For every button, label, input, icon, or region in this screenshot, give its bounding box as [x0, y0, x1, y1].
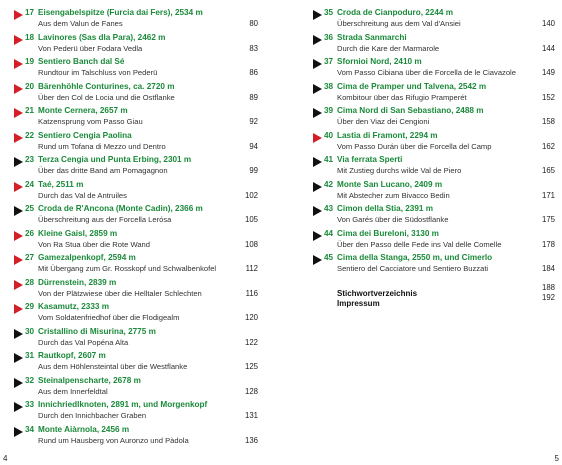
toc-entry-title: Croda de R'Ancona (Monte Cadin), 2366 m: [38, 204, 203, 213]
toc-entry-page: 99: [249, 166, 258, 175]
toc-entry-subtitle: Katzensprung vom Passo Giau: [38, 117, 143, 126]
page-number-right: 5: [554, 454, 559, 463]
red-triangle-icon: [14, 182, 23, 192]
toc-entry-subtitle: Aus dem Innerfeldtal: [38, 386, 108, 396]
toc-entry-subtitle: Durch den Innichbacher Graben: [38, 411, 147, 420]
toc-entry[interactable]: [14, 57, 258, 82]
toc-entry[interactable]: [313, 82, 555, 107]
black-triangle-icon: [313, 231, 322, 241]
toc-entry-number: 40: [324, 130, 334, 140]
black-triangle-icon: [313, 206, 322, 216]
toc-entry-page: 112: [245, 264, 258, 273]
toc-entry-subtitle: Sentiero del Cacciatore und Sentiero Buzzati: [337, 264, 489, 273]
toc-entry-title: Kleine Gaisl, 2859 m: [38, 228, 118, 238]
toc-entry-title: Cima Nord di San Sebastiano, 2488 m: [337, 106, 484, 115]
toc-entry[interactable]: [14, 278, 258, 303]
toc-entry-page: 158: [541, 117, 555, 126]
toc-entry[interactable]: [14, 180, 258, 205]
toc-entry[interactable]: [14, 302, 258, 327]
toc-entry[interactable]: [14, 351, 258, 376]
toc-entry-subtitle: Kombitour über das Rifugio Pramperét: [337, 92, 467, 102]
red-triangle-icon: [14, 255, 23, 265]
toc-entry-page: 116: [245, 288, 258, 298]
toc-entry-number: 31: [25, 351, 35, 360]
black-triangle-icon: [313, 10, 322, 20]
black-triangle-icon: [14, 206, 23, 216]
red-triangle-icon: [14, 108, 23, 118]
toc-entry-subtitle: Vom Passo Cibiana über die Forcella de le Ciavazole: [337, 68, 516, 77]
toc-entry-subtitle: Von Ra Stua über die Rote Wand: [38, 239, 151, 249]
toc-entry-title: Via ferrata Sperti: [337, 155, 403, 164]
toc-entry-subtitle: Von Garés über die Südostflanke: [337, 215, 449, 224]
toc-entry[interactable]: [14, 204, 258, 229]
toc-entry[interactable]: [14, 131, 258, 156]
toc-appendix-label: Stichwortverzeichnis: [337, 288, 418, 298]
toc-entry-number: 44: [324, 228, 334, 238]
toc-entry-title: Sfornioi Nord, 2410 m: [337, 57, 422, 66]
toc-entry-subtitle: Vom Soldatenfriedhof über die Flodigealm: [38, 313, 180, 322]
toc-entry-title: Cimon della Stia, 2391 m: [337, 204, 434, 213]
page-number-left: 4: [3, 454, 8, 463]
red-triangle-icon: [14, 35, 23, 45]
toc-entry[interactable]: [14, 82, 258, 107]
toc-entry[interactable]: [313, 180, 555, 205]
toc-entry-title: Gamezalpenkopf, 2594 m: [38, 253, 136, 262]
toc-entry-subtitle: Über das dritte Band am Pomagagnon: [38, 166, 168, 175]
toc-entry-subtitle: Rundtour im Talschluss von Pederü: [38, 68, 158, 77]
toc-entry-subtitle: Durch das Val Popéna Alta: [38, 337, 129, 347]
toc-entry-page: 152: [541, 92, 555, 102]
toc-entry[interactable]: [313, 8, 555, 33]
toc-entry-number: 41: [324, 155, 334, 164]
toc-entry-number: 39: [324, 106, 334, 115]
toc-entry-number: 33: [25, 400, 35, 409]
toc-entry[interactable]: [14, 327, 258, 352]
toc-entry[interactable]: [14, 33, 258, 58]
black-triangle-icon: [14, 427, 23, 437]
toc-entry-page: 165: [541, 166, 555, 175]
black-triangle-icon: [313, 255, 322, 265]
toc-entry[interactable]: [313, 57, 555, 82]
toc-entries-right: [313, 8, 555, 278]
toc-entry-subtitle: Von der Plätzwiese über die Helltaler Schlechten: [38, 288, 202, 298]
toc-entry-subtitle: Aus dem Höhlensteintal über die Westflanke: [38, 362, 188, 371]
toc-entry-page: 108: [244, 239, 258, 249]
toc-entry[interactable]: [14, 8, 258, 33]
toc-entry-page: 144: [541, 43, 555, 53]
toc-entry-subtitle: Über den Col de Locia und die Ostflanke: [38, 92, 175, 102]
toc-entry-title: Cima della Stanga, 2550 m, und Cimerlo: [337, 253, 493, 262]
toc-entry-number: 18: [25, 32, 35, 42]
toc-entry-page: 128: [244, 386, 258, 396]
toc-entry-number: 21: [25, 106, 35, 115]
toc-entry-subtitle: Vom Passo Durán über die Forcella del Camp: [337, 141, 492, 151]
toc-entry-title: Dürrenstein, 2839 m: [38, 277, 117, 287]
toc-entry-number: 24: [25, 179, 35, 189]
toc-entry-title: Croda de Cianpoduro, 2244 m: [337, 8, 454, 17]
toc-entry[interactable]: [313, 131, 555, 156]
toc-entry-page: 94: [249, 141, 258, 151]
toc-entry-title: Sentiero Cengia Paolina: [38, 130, 132, 140]
toc-entry-title: Monte San Lucano, 2409 m: [337, 179, 443, 189]
toc-entry-title: Cristallino di Misurina, 2775 m: [38, 326, 156, 336]
black-triangle-icon: [14, 329, 23, 339]
toc-entry-subtitle: Überschreitung aus der Forcella Lerósa: [38, 215, 172, 224]
black-triangle-icon: [313, 157, 322, 167]
toc-entry[interactable]: [14, 106, 258, 131]
red-triangle-icon: [14, 280, 23, 290]
toc-entry-page: 89: [249, 92, 258, 102]
toc-entry-page: 131: [244, 411, 258, 420]
black-triangle-icon: [14, 157, 23, 167]
toc-entry-title: Terza Cengia und Punta Erbing, 2301 m: [38, 155, 192, 164]
black-triangle-icon: [14, 402, 23, 412]
toc-entry[interactable]: [14, 155, 258, 180]
toc-entry-title: Eisengabelspitze (Furcia dai Fers), 2534 m: [38, 8, 203, 17]
toc-entry[interactable]: [313, 106, 555, 131]
toc-appendix: [313, 282, 555, 308]
toc-entry-title: Innichriedlknoten, 2891 m, und Morgenkopf: [38, 400, 208, 409]
toc-entry-subtitle: Über den Passo delle Fede ins Val delle Comelle: [337, 239, 502, 249]
black-triangle-icon: [313, 84, 322, 94]
toc-entry-subtitle: Rund um Hausberg von Auronzo und Pàdola: [38, 435, 189, 445]
toc-entry-page: 102: [244, 190, 258, 200]
toc-entry[interactable]: [14, 253, 258, 278]
toc-entry-page: 178: [541, 239, 555, 249]
toc-appendix-entry[interactable]: [313, 292, 555, 308]
toc-entry-number: 30: [25, 326, 35, 336]
toc-entry-page: 171: [541, 190, 555, 200]
toc-entry-page: 162: [541, 141, 555, 151]
toc-entry[interactable]: [14, 229, 258, 254]
red-triangle-icon: [14, 59, 23, 69]
toc-entry-page: 149: [541, 68, 555, 77]
toc-entry-number: 34: [25, 424, 35, 434]
toc-entry-subtitle: Überschreitung aus dem Val d'Ansiei: [337, 19, 461, 28]
toc-appendix-page: 192: [541, 292, 555, 302]
toc-entry-number: 37: [324, 57, 334, 66]
toc-entry-title: Bärenhöhle Conturines, ca. 2720 m: [38, 81, 175, 91]
toc-entry-number: 27: [25, 253, 35, 262]
toc-entry-subtitle: Rund um Tofana di Mezzo und Dentro: [38, 141, 166, 151]
toc-entry-number: 32: [25, 375, 35, 385]
toc-entry-subtitle: Von Pederü über Fodara Vedla: [38, 43, 143, 53]
toc-entry-number: 28: [25, 277, 35, 287]
toc-entry-number: 25: [25, 204, 35, 213]
black-triangle-icon: [14, 378, 23, 388]
toc-entry[interactable]: [313, 155, 555, 180]
toc-entry-subtitle: Aus dem Valun de Fanes: [38, 19, 123, 28]
toc-entry-number: 26: [25, 228, 35, 238]
red-triangle-icon: [313, 133, 322, 143]
toc-entry-number: 36: [324, 32, 334, 42]
black-triangle-icon: [313, 59, 322, 69]
toc-entry-page: 80: [249, 19, 258, 28]
toc-entry-number: 38: [324, 81, 334, 91]
toc-column-left: [14, 8, 258, 449]
toc-entry-number: 43: [324, 204, 334, 213]
toc-entry-page: 86: [249, 68, 258, 77]
toc-entry-page: 136: [244, 435, 258, 445]
red-triangle-icon: [14, 133, 23, 143]
toc-entry-title: Steinalpenscharte, 2678 m: [38, 375, 141, 385]
black-triangle-icon: [313, 108, 322, 118]
red-triangle-icon: [14, 10, 23, 20]
toc-appendix-page: 188: [541, 282, 555, 292]
toc-entry-number: 23: [25, 155, 35, 164]
toc-entry-page: 105: [244, 215, 258, 224]
toc-entry[interactable]: [313, 33, 555, 58]
toc-entry-subtitle: Über den Viaz dei Cengioni: [337, 117, 430, 126]
toc-entry-number: 35: [324, 8, 334, 17]
red-triangle-icon: [14, 231, 23, 241]
toc-entry-subtitle: Durch die Kare der Marmarole: [337, 43, 440, 53]
toc-entry-title: Lastia di Framont, 2294 m: [337, 130, 438, 140]
toc-entry-title: Taé, 2511 m: [38, 179, 84, 189]
toc-entry[interactable]: [14, 400, 258, 425]
toc-entry-title: Monte Cernera, 2657 m: [38, 106, 128, 115]
toc-entry-page: 184: [541, 264, 555, 273]
toc-entry-number: 19: [25, 57, 35, 66]
toc-entry-title: Strada Sanmarchi: [337, 32, 407, 42]
red-triangle-icon: [14, 304, 23, 314]
toc-entry-title: Kasamutz, 2333 m: [38, 302, 109, 311]
toc-entry-title: Cima dei Bureloni, 3130 m: [337, 228, 439, 238]
toc-entry-number: 20: [25, 81, 35, 91]
toc-entry-title: Monte Aiàrnola, 2456 m: [38, 424, 130, 434]
toc-entry-page: 122: [244, 337, 258, 347]
toc-entry[interactable]: [313, 253, 555, 278]
toc-entry-page: 92: [249, 117, 258, 126]
black-triangle-icon: [313, 35, 322, 45]
toc-entry-number: 22: [25, 130, 35, 140]
red-triangle-icon: [14, 84, 23, 94]
toc-entry-number: 17: [25, 8, 35, 17]
toc-entry-number: 29: [25, 302, 35, 311]
toc-entry[interactable]: [14, 376, 258, 401]
black-triangle-icon: [313, 182, 322, 192]
toc-entry-page: 125: [244, 362, 258, 371]
toc-entry-number: 45: [324, 253, 334, 262]
toc-entry-title: Rautkopf, 2607 m: [38, 351, 106, 360]
toc-entry[interactable]: [14, 425, 258, 450]
toc-entry-title: Sentiero Banch dal Sé: [38, 57, 125, 66]
toc-entry-page: 175: [541, 215, 555, 224]
toc-entry[interactable]: [313, 204, 555, 229]
toc-entry[interactable]: [313, 229, 555, 254]
toc-entry-subtitle: Mit Übergang zum Gr. Rosskopf und Schwalbenkofel: [38, 264, 217, 273]
toc-entry-title: Lavinores (Sas dla Para), 2462 m: [38, 32, 166, 42]
toc-entry-subtitle: Mit Zustieg durchs wilde Val de Piero: [337, 166, 462, 175]
toc-entry-subtitle: Durch das Val de Antruiles: [38, 190, 127, 200]
toc-column-right: [313, 8, 555, 308]
toc-entry-subtitle: Mit Abstecher zum Bivacco Bedin: [337, 190, 450, 200]
toc-entry-page: 83: [249, 43, 258, 53]
black-triangle-icon: [14, 353, 23, 363]
toc-entry-page: 120: [244, 313, 258, 322]
toc-entry-title: Cima de Pramper und Talvena, 2542 m: [337, 81, 487, 91]
toc-entry-number: 42: [324, 179, 334, 189]
toc-entry-page: 140: [541, 19, 555, 28]
toc-appendix-label: Impressum: [337, 298, 380, 308]
